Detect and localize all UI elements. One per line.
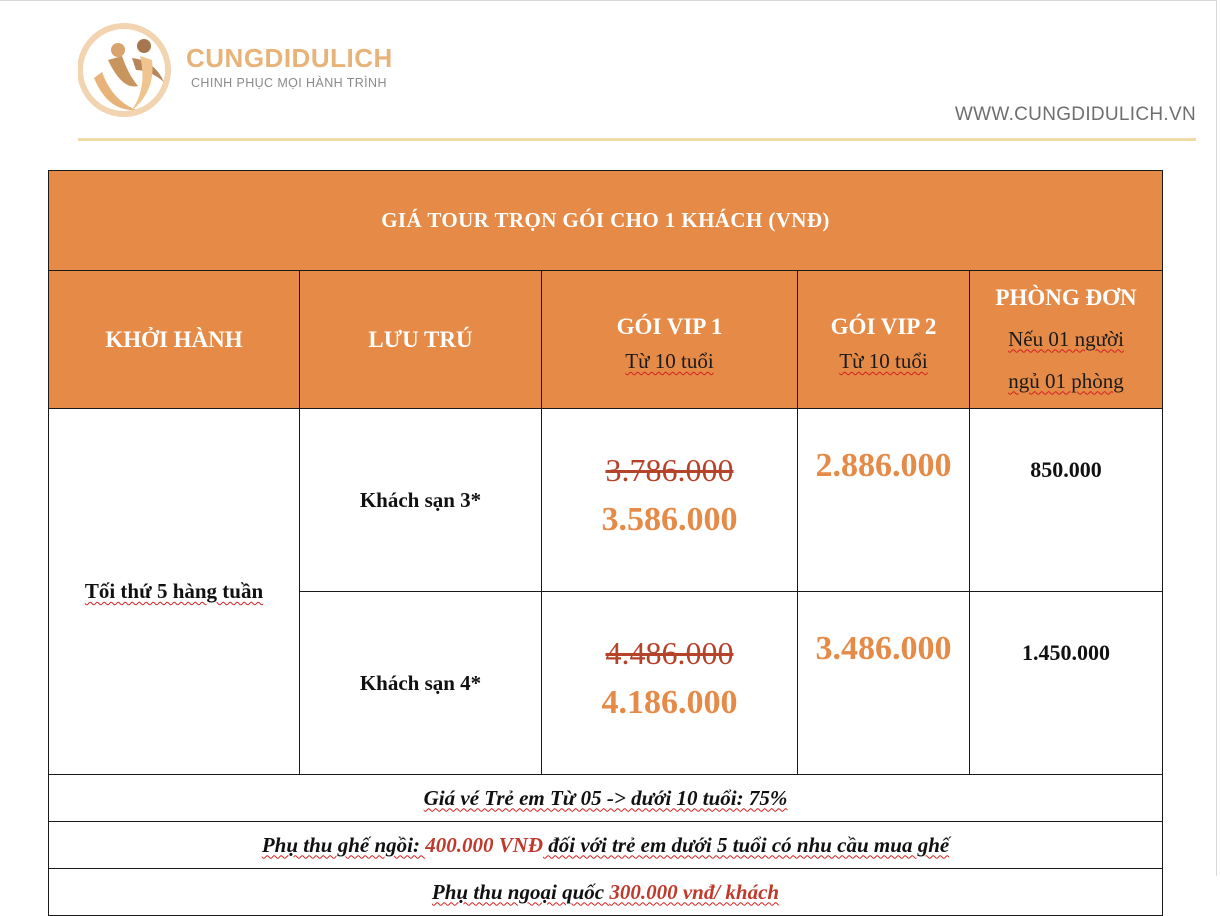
table-title-row	[49, 171, 1163, 271]
vip1-old-price: 3.786.000	[605, 452, 734, 488]
seat-surcharge-prefix: Phụ thu ghế ngồi:	[261, 832, 426, 857]
seat-surcharge-amount: 400.000 VNĐ	[425, 832, 544, 857]
note-row	[49, 822, 1163, 869]
header-departure	[49, 271, 300, 409]
header-vip1-age-wrap	[542, 349, 797, 374]
vip2-price-cell	[798, 409, 970, 592]
child-price-note-text: Giá vé Trẻ em Từ 05 -> dưới 10 tuổi: 75%	[423, 785, 788, 810]
table-header-row	[49, 271, 1163, 409]
table-row	[49, 409, 1163, 592]
vip2-price: 2.886.000	[815, 447, 952, 484]
vip1-old-price: 4.486.000	[605, 635, 734, 671]
vip1-price-cell	[542, 592, 798, 775]
header-vip2-age-wrap	[798, 349, 969, 374]
single-room-price: 850.000	[1030, 457, 1102, 482]
header-vip2	[798, 271, 970, 409]
header-single-room	[970, 271, 1163, 409]
departure-cell	[49, 409, 300, 775]
seat-surcharge-suffix: đối với trẻ em dưới 5 tuổi có nhu cầu mua ghế	[543, 832, 950, 857]
header-single-line1-wrap	[970, 316, 1162, 362]
single-room-price-cell	[970, 592, 1163, 775]
foreign-surcharge-prefix: Phụ thu ngoại quốc	[431, 879, 610, 904]
header-single-line2-wrap	[970, 362, 1162, 400]
foreign-surcharge-note	[49, 869, 1163, 916]
tour-price-table	[48, 170, 1163, 916]
header-divider	[78, 138, 1196, 141]
vip1-price-cell	[542, 409, 798, 592]
hotel-cell: Khách sạn 3*	[300, 409, 542, 592]
website-url: WWW.CUNGDIDULICH.VN	[954, 104, 1196, 125]
hotel-cell: Khách sạn 4*	[300, 592, 542, 775]
vip1-new-price: 3.586.000	[601, 501, 738, 538]
header-departure-label: KHỞI HÀNH	[105, 326, 243, 352]
header-vip1	[542, 271, 798, 409]
header-single-line1: Nếu 01 người	[1008, 326, 1124, 351]
single-room-price-cell	[970, 409, 1163, 592]
child-price-note	[49, 775, 1163, 822]
single-room-price: 1.450.000	[1022, 640, 1110, 665]
seat-surcharge-note	[49, 822, 1163, 869]
vip2-price-cell	[798, 592, 970, 775]
header-single-name: PHÒNG ĐƠN	[995, 284, 1137, 310]
header-accommodation-label: LƯU TRÚ	[368, 326, 473, 352]
table-title: GIÁ TOUR TRỌN GÓI CHO 1 KHÁCH (VNĐ)	[49, 171, 1163, 271]
note-row	[49, 869, 1163, 916]
travel-people-logo-icon	[78, 20, 174, 120]
header-vip1-age: Từ 10 tuổi	[625, 349, 714, 373]
header-single-line2: ngủ 01 phòng	[1008, 368, 1124, 393]
header-vip1-name: GÓI VIP 1	[616, 314, 723, 339]
vip1-new-price: 4.186.000	[601, 684, 738, 721]
foreign-surcharge-amount: 300.000 vnđ/ khách	[609, 879, 780, 904]
note-row	[49, 775, 1163, 822]
departure-value: Tối thứ 5 hàng tuần	[84, 579, 264, 603]
brand-tagline: CHINH PHỤC MỌI HÀNH TRÌNH	[191, 76, 387, 90]
vip2-price: 3.486.000	[815, 630, 952, 667]
header-vip2-name: GÓI VIP 2	[830, 314, 937, 339]
brand-name: CUNGDIDULICH	[186, 43, 393, 73]
header-accommodation	[300, 271, 542, 409]
header-vip2-age: Từ 10 tuổi	[839, 349, 928, 373]
